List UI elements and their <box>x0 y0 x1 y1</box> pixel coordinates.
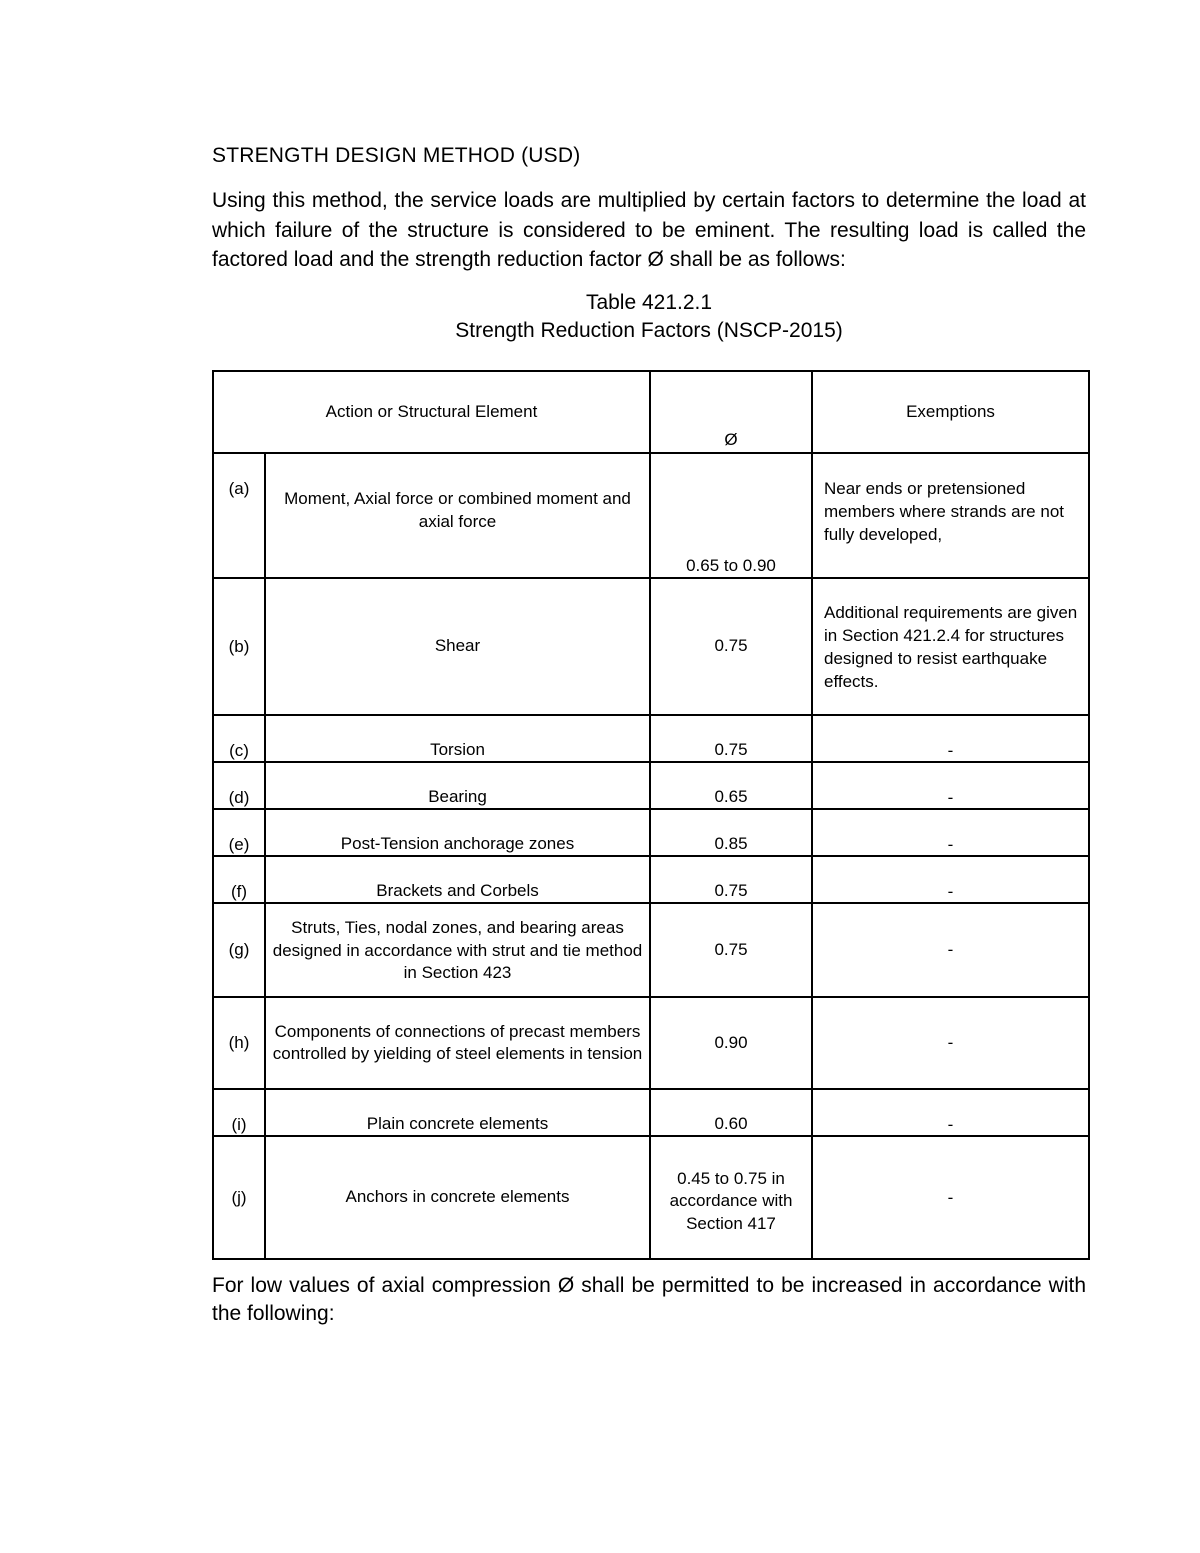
strength-reduction-table <box>212 370 1090 1260</box>
row-exemption: - <box>812 809 1089 856</box>
row-element: Plain concrete elements <box>265 1089 650 1136</box>
table-row <box>213 762 1089 809</box>
row-phi: 0.75 <box>650 903 812 997</box>
header-phi <box>650 371 812 453</box>
section-heading: STRENGTH DESIGN METHOD (USD) <box>212 144 581 167</box>
row-label: (a) <box>213 453 265 578</box>
row-label: (j) <box>213 1136 265 1259</box>
row-label: (h) <box>213 997 265 1089</box>
row-phi: 0.75 <box>650 715 812 762</box>
row-phi: 0.85 <box>650 809 812 856</box>
row-phi: 0.65 <box>650 762 812 809</box>
table-row <box>213 903 1089 997</box>
row-phi: 0.60 <box>650 1089 812 1136</box>
table-header-row <box>213 371 1089 453</box>
row-phi: 0.75 <box>650 856 812 903</box>
row-exemption: - <box>812 1089 1089 1136</box>
table-row <box>213 997 1089 1089</box>
table-row <box>213 715 1089 762</box>
table-title: Strength Reduction Factors (NSCP-2015) <box>455 319 843 342</box>
header-phi-symbol: Ø <box>724 430 738 449</box>
row-element: Bearing <box>265 762 650 809</box>
row-exemption: - <box>812 997 1089 1089</box>
row-label: (i) <box>213 1089 265 1136</box>
row-element: Shear <box>265 578 650 715</box>
table-row <box>213 453 1089 578</box>
row-exemption: - <box>812 1136 1089 1259</box>
row-exemption: - <box>812 856 1089 903</box>
row-exemption: - <box>812 762 1089 809</box>
row-element: Torsion <box>265 715 650 762</box>
row-element: Moment, Axial force or combined moment and axial force <box>265 453 650 578</box>
closing-paragraph: For low values of axial compression Ø shall be permitted to be increased in accordance with the following: <box>212 1274 1086 1325</box>
table-row <box>213 578 1089 715</box>
row-element: Anchors in concrete elements <box>265 1136 650 1259</box>
intro-paragraph: Using this method, the service loads are multiplied by certain factors to determine the load at which failure of the structure is considered to be eminent. The resulting load is called the factored load and the strength reduction factor Ø shall be as follows: <box>212 189 1086 271</box>
table-row <box>213 856 1089 903</box>
row-label: (b) <box>213 578 265 715</box>
row-exemption: Additional requirements are given in Section 421.2.4 for structures designed to resist earthquake effects. <box>812 578 1089 715</box>
row-element: Post-Tension anchorage zones <box>265 809 650 856</box>
row-phi: 0.90 <box>650 997 812 1089</box>
row-element: Brackets and Corbels <box>265 856 650 903</box>
row-element: Components of connections of precast members controlled by yielding of steel elements in tension <box>265 997 650 1089</box>
table-row <box>213 1089 1089 1136</box>
table-row <box>213 1136 1089 1259</box>
header-action: Action or Structural Element <box>213 371 650 453</box>
table-number: Table 421.2.1 <box>585 291 713 314</box>
row-phi: 0.45 to 0.75 in accordance with Section 417 <box>650 1136 812 1259</box>
row-phi: 0.75 <box>650 578 812 715</box>
row-label: (e) <box>213 809 265 856</box>
row-element: Struts, Ties, nodal zones, and bearing areas designed in accordance with strut and tie method in Section 423 <box>265 903 650 997</box>
row-label: (c) <box>213 715 265 762</box>
row-label: (g) <box>213 903 265 997</box>
row-label: (f) <box>213 856 265 903</box>
row-exemption: Near ends or pretensioned members where strands are not fully developed, <box>812 453 1089 578</box>
row-phi: 0.65 to 0.90 <box>650 453 812 578</box>
header-exemptions: Exemptions <box>812 371 1089 453</box>
row-exemption: - <box>812 903 1089 997</box>
table-row <box>213 809 1089 856</box>
row-exemption: - <box>812 715 1089 762</box>
row-label: (d) <box>213 762 265 809</box>
